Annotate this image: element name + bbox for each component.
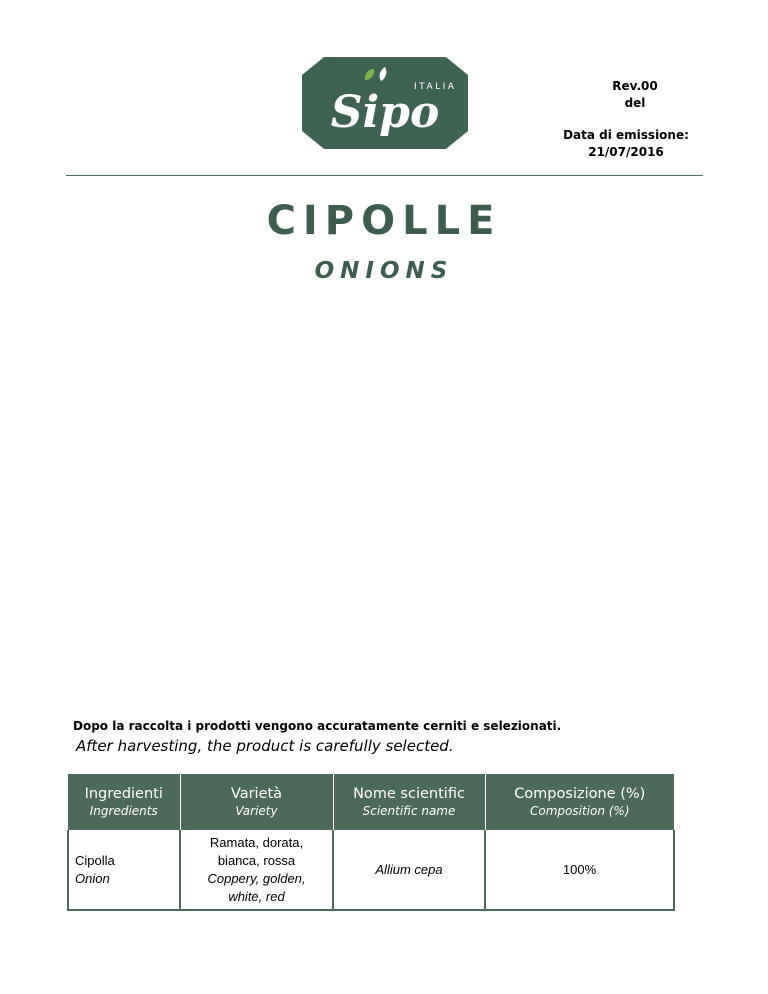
cell-ingredient: Cipolla Onion [68, 830, 180, 910]
spec-table [67, 774, 675, 911]
table-row [68, 830, 674, 910]
header-composition: Composizione (%) Composition (%) [485, 774, 674, 830]
header-ingredients: Ingredienti Ingredients [68, 774, 180, 830]
cell-composition: 100% [485, 830, 674, 910]
cell-variety: Ramata, dorata, bianca, rossa Coppery, golden, white, red [180, 830, 333, 910]
table-header-row [68, 774, 674, 830]
logo-brand: Sipo [330, 87, 440, 138]
page-subtitle: ONIONS [314, 258, 454, 284]
issue-block [546, 127, 706, 161]
revision-block [590, 78, 680, 112]
header-scientific-name: Nome scientific Scientific name [333, 774, 485, 830]
header-variety: Varietà Variety [180, 774, 333, 830]
sipo-logo [302, 55, 468, 151]
page-title: CIPOLLE [266, 198, 502, 244]
issue-label: Data di emissione: [563, 128, 689, 142]
cell-scientific-name: Allium cepa [333, 830, 485, 910]
revision-del: del [624, 96, 646, 110]
revision-number: Rev.00 [612, 79, 658, 93]
header-divider [66, 175, 703, 176]
note-english: After harvesting, the product is carefully selected. [76, 737, 454, 755]
issue-date: 21/07/2016 [588, 145, 664, 159]
note-italian: Dopo la raccolta i prodotti vengono accuratamente cerniti e selezionati. [73, 719, 562, 733]
logo-tagline: ITALIA [414, 82, 457, 92]
